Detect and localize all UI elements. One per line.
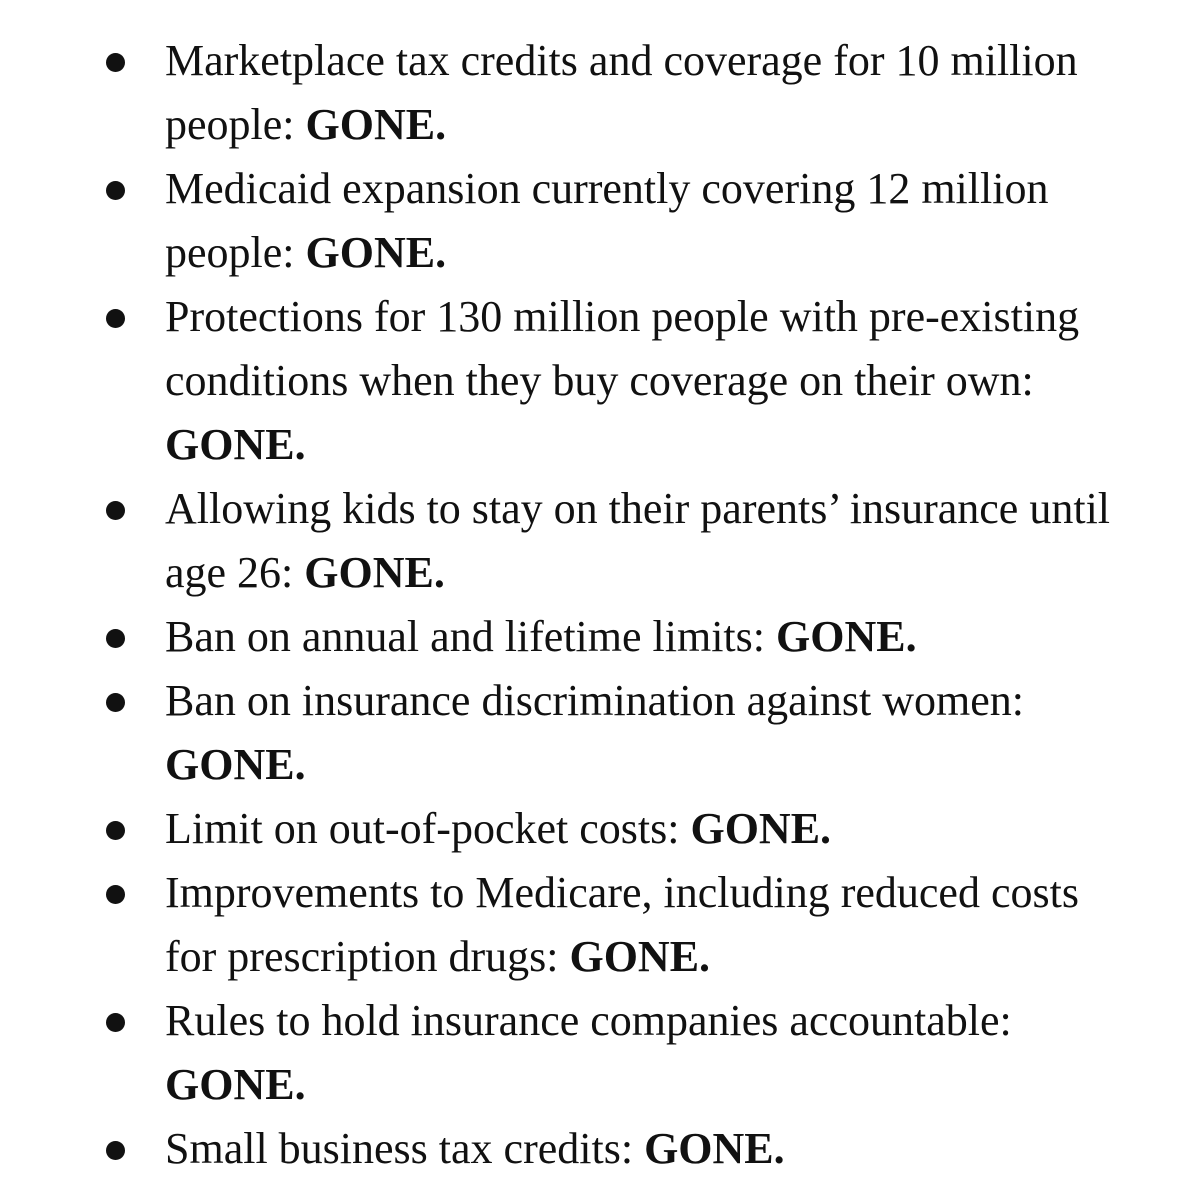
list-item: [0, 797, 1181, 861]
item-emphasis: GONE.: [305, 100, 447, 149]
item-text: Ban on annual and lifetime limits:: [165, 612, 776, 661]
item-text: Medicaid expansion currently covering 12 million people:: [165, 164, 1049, 277]
item-text: Protections for 130 million people with pre-existing conditions when they buy coverage on their own:: [165, 292, 1080, 405]
list-item: [0, 989, 1181, 1117]
bullet-list: [0, 29, 1181, 1181]
item-emphasis: GONE.: [644, 1124, 785, 1173]
list-item: [0, 477, 1181, 605]
item-emphasis: GONE.: [569, 932, 711, 981]
bullet-icon: [106, 1141, 125, 1160]
list-item: [0, 29, 1181, 157]
item-text: Improvements to Medicare, including reduced costs for prescription drugs:: [165, 868, 1079, 981]
item-emphasis: GONE.: [165, 1060, 306, 1109]
list-item: [0, 157, 1181, 285]
item-emphasis: GONE.: [776, 612, 917, 661]
list-item: [0, 861, 1181, 989]
item-text: Allowing kids to stay on their parents’ insurance until age 26:: [165, 484, 1111, 597]
list-item: [0, 1117, 1181, 1181]
bullet-icon: [106, 501, 125, 520]
item-text: Small business tax credits:: [165, 1124, 645, 1173]
item-emphasis: GONE.: [165, 740, 306, 789]
item-text: Limit on out-of-pocket costs:: [165, 804, 691, 853]
bullet-icon: [106, 181, 125, 200]
item-emphasis: GONE.: [305, 228, 447, 277]
bullet-icon: [106, 53, 125, 72]
item-text: Marketplace tax credits and coverage for 10 million people:: [165, 36, 1078, 149]
item-text: Ban on insurance discrimination against women:: [165, 676, 1025, 725]
item-emphasis: GONE.: [165, 420, 306, 469]
bullet-icon: [106, 821, 125, 840]
list-item: [0, 285, 1181, 477]
bullet-icon: [106, 309, 125, 328]
item-emphasis: GONE.: [690, 804, 832, 853]
bullet-icon: [106, 1013, 125, 1032]
bullet-icon: [106, 693, 125, 712]
item-emphasis: GONE.: [304, 548, 445, 597]
bullet-icon: [106, 629, 125, 648]
item-text: Rules to hold insurance companies accountable:: [165, 996, 1012, 1045]
bullet-icon: [106, 885, 125, 904]
list-item: [0, 669, 1181, 797]
list-item: [0, 605, 1181, 669]
